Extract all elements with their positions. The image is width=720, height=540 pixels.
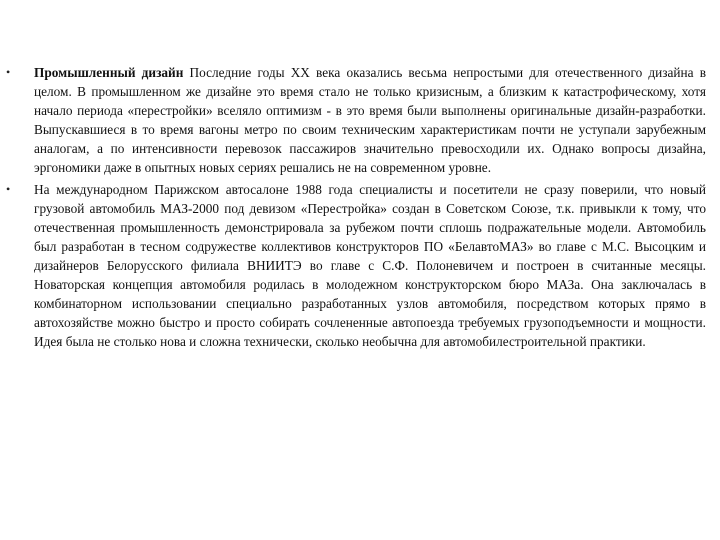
- paragraph-text: Последние годы XX века оказались весьма непростыми для отечественного дизайна в целом. В промышленном же дизайне это время стало не только кризисным, а близким к катастрофическому, хотя начало периода «перестройки» вселяло оптимизм - в это время были выполнены оригинальные дизайн-разработки. Выпускавшиеся в то время вагоны метро по своим техническим характеристикам почти не уступали зарубежным аналогам, а по интенсивности перевозок пассажиров значительно превосходили их. Однако вопросы дизайна, эргономики даже в опытных новых сериях решались не на современном уровне.: [34, 65, 706, 176]
- bullet-item-industrial-design: [6, 63, 706, 178]
- bullet-icon: •: [6, 65, 11, 79]
- paragraph-heading: Промышленный дизайн: [34, 65, 184, 80]
- bullet-icon: •: [6, 181, 11, 196]
- bullet-list: [6, 63, 706, 351]
- paragraph: [34, 63, 706, 178]
- bullet-item-maz-2000: [6, 180, 706, 352]
- paragraph-text: На международном Парижском автосалоне 1988 года специалисты и посетители не сразу поверили, что новый грузовой автомобиль МАЗ-2000 под девизом «Перестройка» создан в Советском Союзе, т.к. привыкли к тому, что отечественная промышленность демонстрировала за рубежом почти сплошь подражательные модели. Автомобиль был разработан в тесном содружестве коллективов конструкторов ПО «БелавтоМАЗ» во главе с М.С. Высоцким и дизайнеров Белорусского филиала ВНИИТЭ во главе с С.Ф. Полоневичем и построен в считанные месяцы. Новаторская концепция автомобиля родилась в молодежном конструкторском бюро МАЗа. Она заключалась в комбинаторном использовании специально разработанных узлов автомобиля, посредством которых прямо в автохозяйстве можно быстро и просто собирать сочлененные автопоезда требуемых грузоподъемности и мощности. Идея была не столько нова и сложна технически, сколько необычна для автомобилестроительной практики.: [34, 181, 706, 350]
